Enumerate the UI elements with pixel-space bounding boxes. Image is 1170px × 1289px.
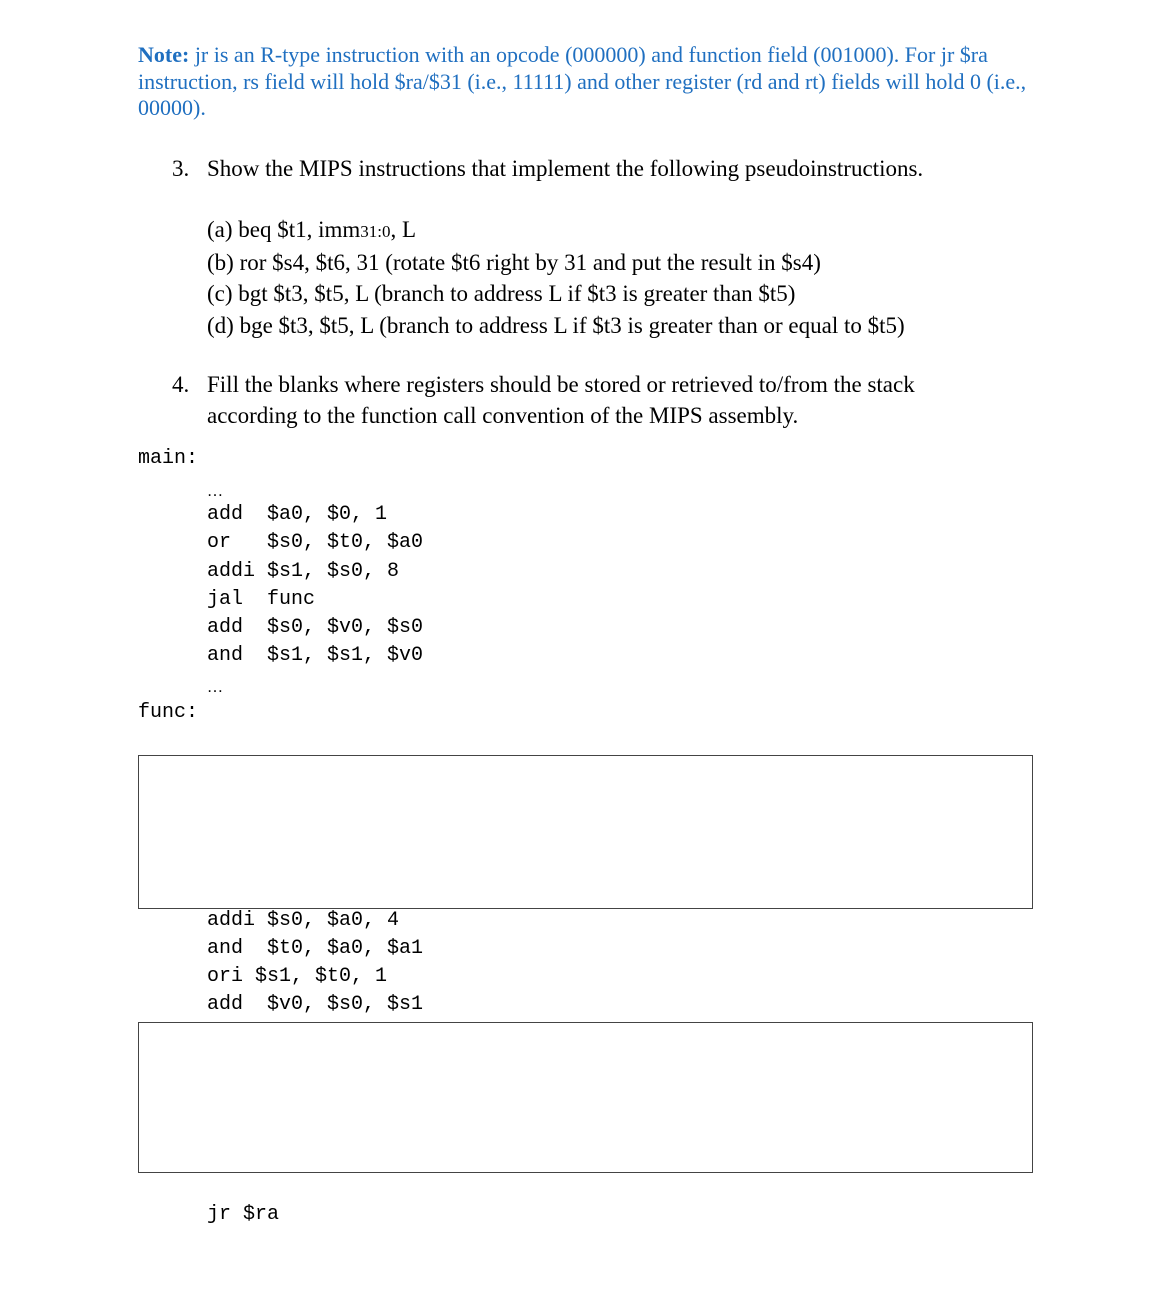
part-a-subscript: 31:0 [360, 222, 391, 241]
part-d: (d) bge $t3, $t5, L (branch to address L if $t3 is greater than or equal to $t5) [207, 312, 905, 338]
question-4-number: 4. [172, 372, 190, 397]
code-line: add $a0, $0, 1 [207, 503, 388, 526]
question-4-text: Fill the blanks where registers should be stored or retrieved to/from the stack according to the function call convention of the MIPS assembly. [207, 372, 915, 428]
note-paragraph [138, 42, 1038, 122]
main-ellipsis-top: … [207, 483, 223, 500]
answer-box-prologue[interactable] [138, 755, 1033, 909]
main-label: main: [138, 447, 199, 470]
answer-box-epilogue[interactable] [138, 1022, 1033, 1173]
question-3-text: Show the MIPS instructions that implement the following pseudoinstructions. [207, 156, 924, 181]
code-line: add $s0, $v0, $s0 [207, 616, 424, 639]
code-line: ori $s1, $t0, 1 [207, 965, 388, 988]
part-a [207, 214, 905, 247]
part-a-prefix: (a) beq $t1, imm [207, 217, 361, 242]
code-line: and $s1, $s1, $v0 [207, 644, 424, 667]
return-line: jr $ra [207, 1203, 280, 1226]
question-3-number: 3. [172, 156, 190, 181]
func-label: func: [138, 701, 199, 724]
code-line: addi $s1, $s0, 8 [207, 560, 400, 583]
code-line: jal func [207, 588, 316, 611]
code-line: addi $s0, $a0, 4 [207, 909, 400, 932]
code-line: add $v0, $s0, $s1 [207, 993, 424, 1016]
note-text: jr is an R-type instruction with an opcode (000000) and function field (001000). For jr $ra instruction, rs field will hold $ra/$31 (i.e., 11111) and other register (rd and rt) fields will hold 0 (i.e., 00000). [138, 42, 1027, 120]
part-a-suffix: , L [390, 217, 417, 242]
code-line: and $t0, $a0, $a1 [207, 937, 424, 960]
part-b: (b) ror $s4, $t6, 31 (rotate $t6 right by 31 and put the result in $s4) [207, 250, 821, 276]
code-line: or $s0, $t0, $a0 [207, 531, 424, 554]
pseudoinstruction-list [207, 214, 905, 341]
part-c: (c) bgt $t3, $t5, L (branch to address L if $t3 is greater than $t5) [207, 281, 796, 307]
main-ellipsis-bottom: … [207, 679, 223, 696]
note-label: Note: [138, 42, 190, 67]
